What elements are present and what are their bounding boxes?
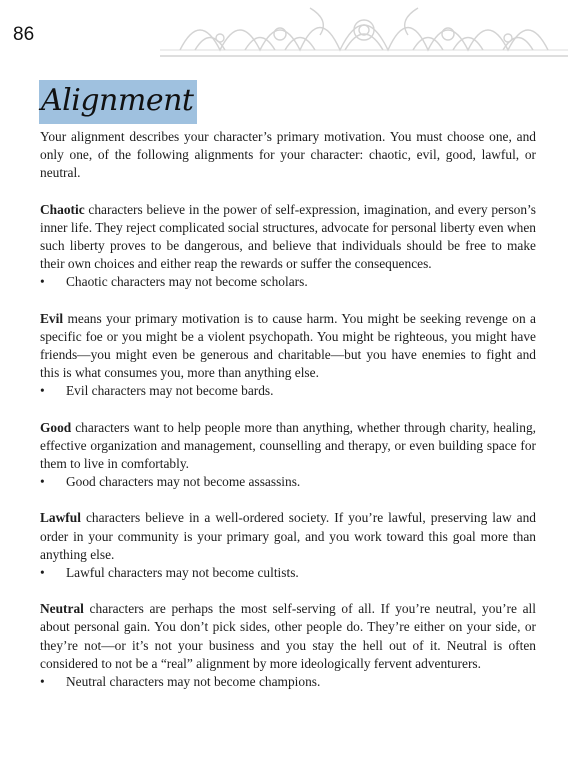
content-body [40,128,536,691]
evil-bullet-text: Evil characters may not become bards. [66,383,274,399]
lawful-paragraph [40,509,536,564]
good-term: Good [40,419,72,435]
lawful-bullet [40,564,536,582]
lawful-description: characters believe in a well-ordered society. If you’re lawful, preserving law and order in your community is your primary goal, and you work toward this goal more than anything else. [40,510,536,562]
lawful-bullet-text: Lawful characters may not become cultists. [66,565,299,581]
evil-paragraph [40,310,536,383]
lawful-term: Lawful [40,510,81,526]
bullet-icon: • [40,565,45,581]
bullet-icon: • [40,674,45,690]
bullet-icon: • [40,274,45,290]
good-bullet-text: Good characters may not become assassins. [66,474,301,490]
good-description: characters want to help people more than anything, whether through charity, healing, effective organization and management, counselling and therapy, or even building space for them to live in comfortably. [40,419,536,472]
good-bullet [40,473,536,491]
chaotic-description: characters believe in the power of self-expression, imagination, and every person’s inner life. They reject complicated social structures, advocate for personal liberty even when such liberty proves to be dangerous, and believe that individuals should be free to make their own choices and either reap the rewards or suffer the consequences. [40,201,536,272]
bullet-icon: • [40,383,45,399]
neutral-term: Neutral [40,601,84,617]
neutral-bullet [40,673,536,691]
neutral-bullet-text: Neutral characters may not become champions. [66,674,321,690]
chaotic-paragraph [40,201,536,274]
chaotic-term: Chaotic [40,201,85,217]
evil-term: Evil [40,310,64,326]
neutral-paragraph [40,600,536,673]
bullet-icon: • [40,474,45,490]
evil-bullet [40,382,536,400]
intro-paragraph: Your alignment describes your character’s primary motivation. You must choose one, and only one, of the following alignments for your character: chaotic, evil, good, lawful, or neutral. [40,129,536,181]
good-paragraph [40,419,536,474]
evil-description: means your primary motivation is to cause harm. You might be seeking revenge on a specific foe or you might be a violent psychopath. You might be righteous, you might have friends—you might even be generous and charitable—but you have enemies to fight and this is what consumes you, more than anything else. [40,310,536,381]
mandala-ornament-icon [160,0,568,62]
title-highlight [39,80,197,124]
page-number: 86 [13,24,35,45]
chaotic-bullet [40,273,536,291]
chaotic-bullet-text: Chaotic characters may not become scholars. [66,274,308,290]
neutral-description: characters are perhaps the most self-serving of all. If you’re neutral, you’re all about personal gain. You don’t pick sides, other people do. They’re either on your side, or they’re not—or it’s not your business and you stay the hell out of it. Neutral is often considered to not be a “real” alignment by more ideologically fervent adventurers. [40,601,536,671]
page-title: Alignment [41,83,194,118]
